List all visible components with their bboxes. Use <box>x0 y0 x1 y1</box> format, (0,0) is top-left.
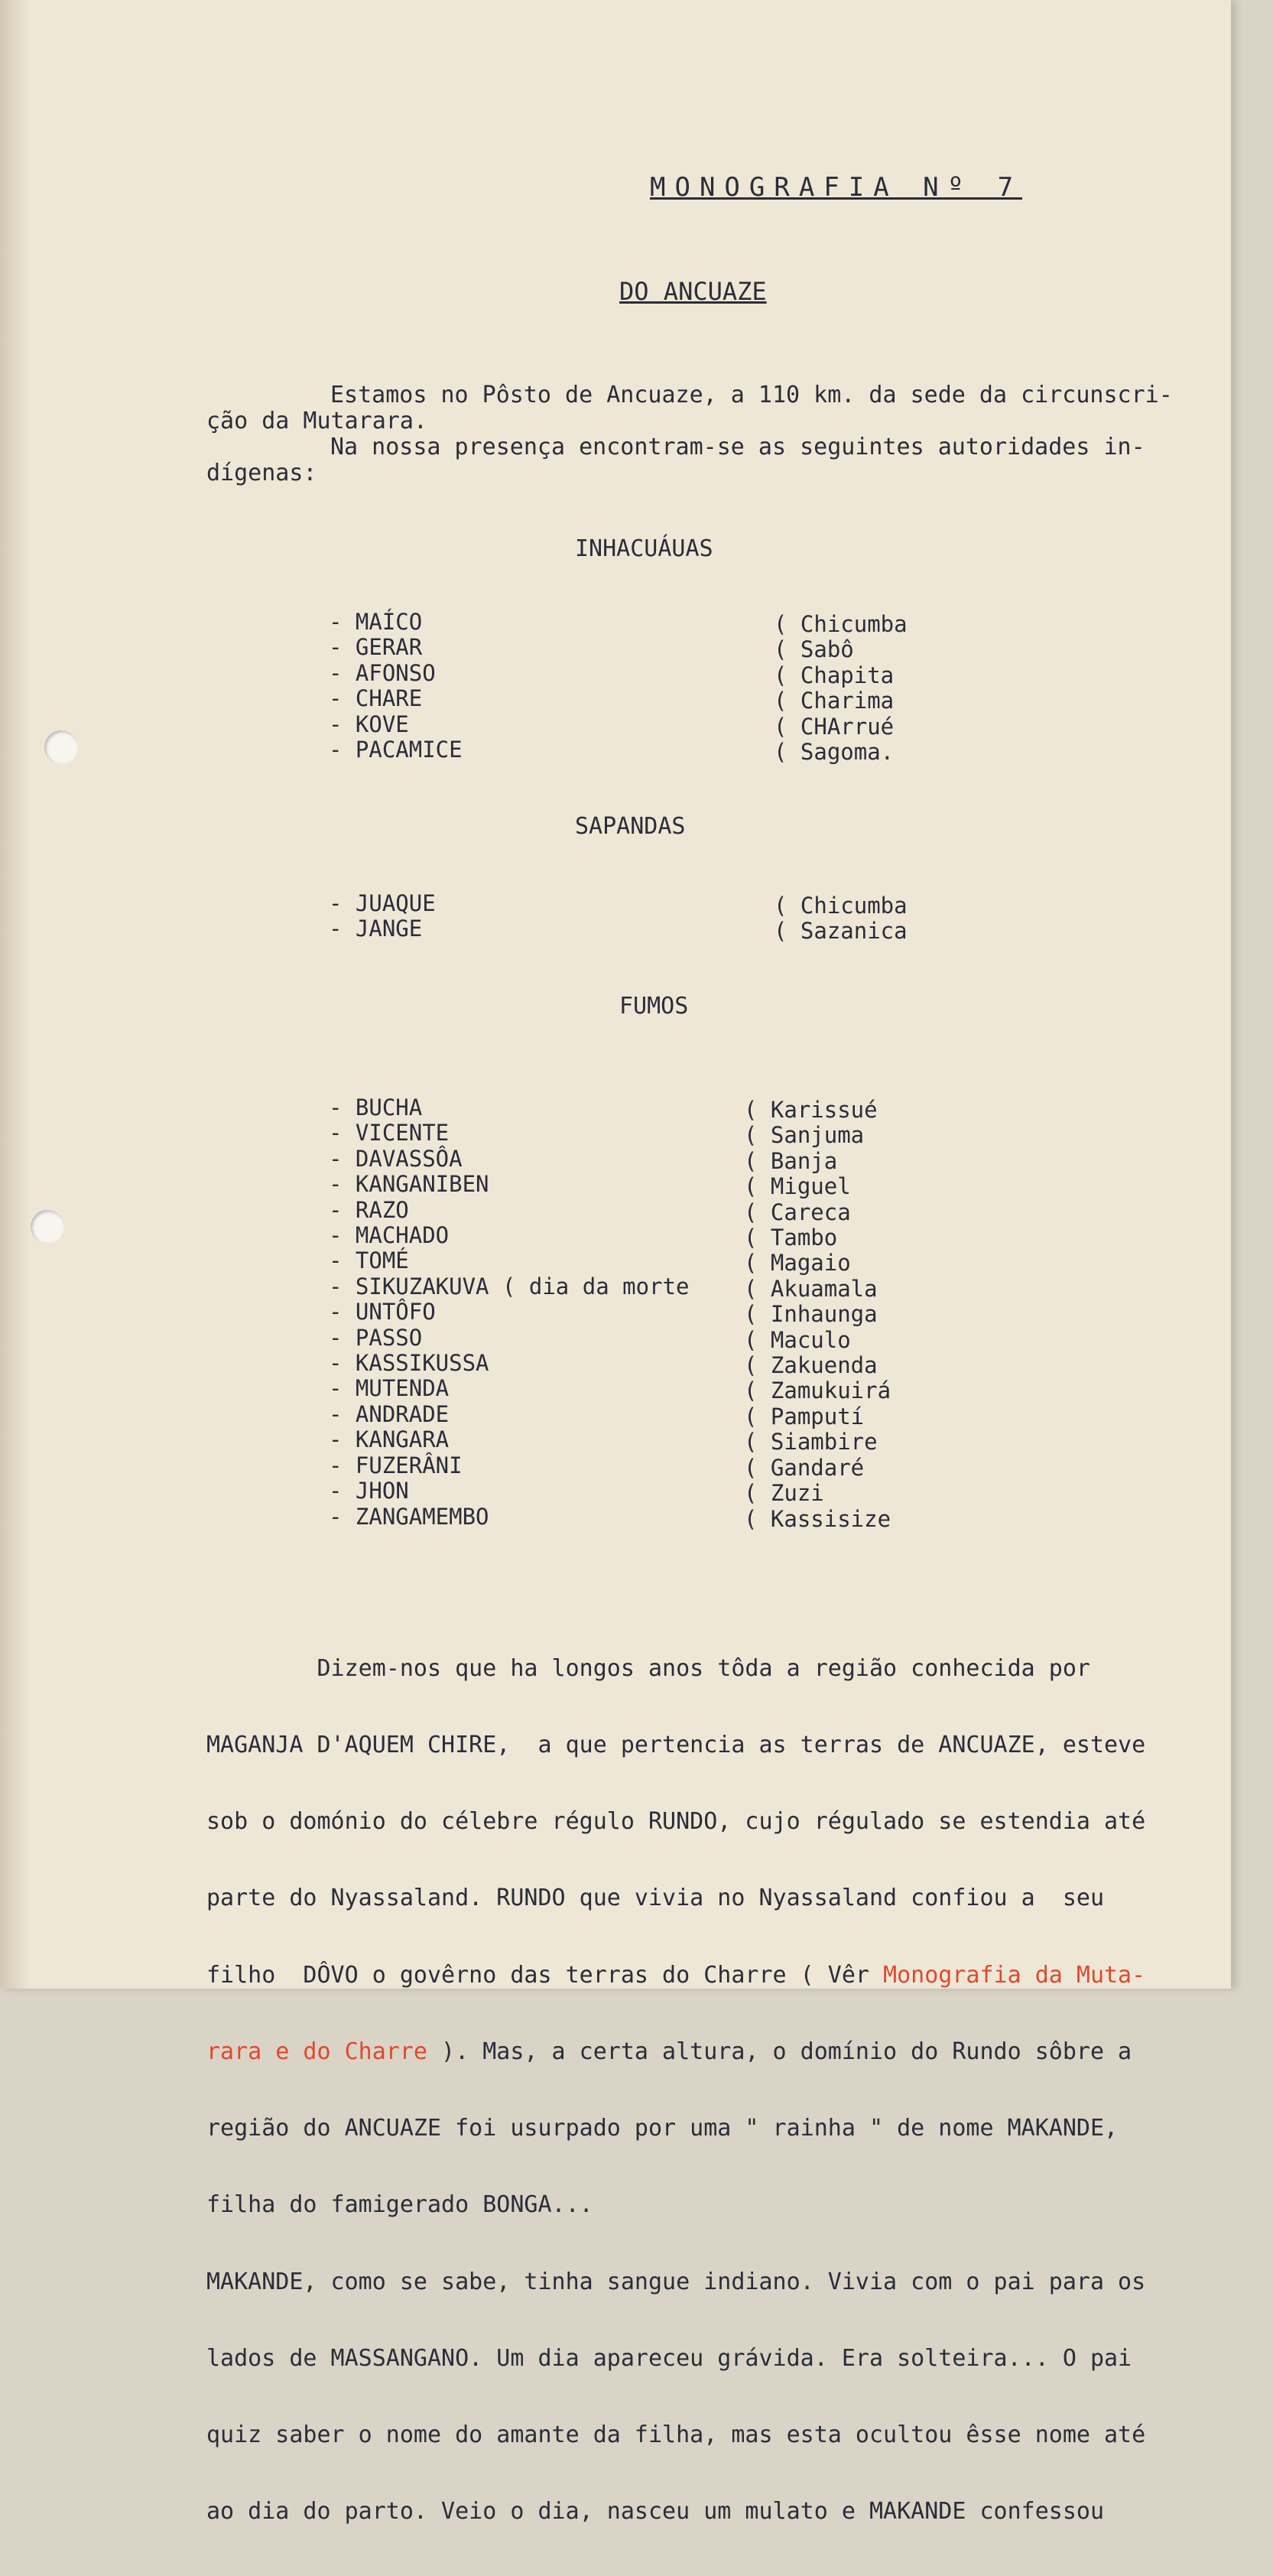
body-line: parte do Nyassaland. RUNDO que vivia no Nyassaland confiou a seu <box>206 1885 1104 1912</box>
fumos-names: - BUCHA - VICENTE - DAVASSÔA - KANGANIBEN - RAZO - MACHADO - TOMÉ - SIKUZAKUVA ( dia da morte - UNTÔFO - PASSO - KASSIKUSSA - MUTENDA - ANDRADE - KANGARA - FUZERÂNI - JHON - ZANGAMEMBO <box>329 1094 690 1530</box>
body-line: MAGANJA D'AQUEM CHIRE, a que pertencia as terras de ANCUAZE, esteve <box>206 1732 1146 1759</box>
section-heading-inhacuauas: INHACUÁUAS <box>575 535 713 562</box>
body-line: região do ANCUAZE foi usurpado por uma " rainha " de nome MAKANDE, <box>206 2115 1119 2142</box>
punch-hole-top <box>44 730 78 764</box>
body-text-span: ). Mas, a certa altura, o domínio do Rundo sôbre a <box>427 2038 1132 2065</box>
intro-line-3: Na nossa presença encontram-se as seguintes autoridades in- <box>330 434 1145 460</box>
fumos-places: ( Karissué ( Sanjuma ( Banja ( Miguel ( Careca ( Tambo ( Magaio ( Akuamala ( Inhaunga ( Maculo ( Zakuenda ( Zamukuirá ( Pamputí ( Siambire ( Gandaré ( Zuzi ( Kassisize <box>744 1097 891 1532</box>
document-title: MONOGRAFIA Nº 7 <box>650 172 1023 203</box>
body-line <box>206 2039 1231 2064</box>
inhacuauas-places: ( Chicumba ( Sabô ( Chapita ( Charima ( CHArrué ( Sagoma. <box>774 611 908 766</box>
paper-edge-shadow <box>0 0 31 1989</box>
section-heading-sapandas: SAPANDAS <box>575 813 686 840</box>
body-line: Dizem-nos que ha longos anos tôda a região conhecida por <box>206 1654 1090 1682</box>
sapandas-places: ( Chicumba ( Sazanica <box>774 893 908 945</box>
body-line: ao dia do parto. Veio o dia, nasceu um mulato e MAKANDE confessou <box>206 2498 1104 2526</box>
body-line: lados de MASSANGANO. Um dia apareceu grávida. Era solteira... O pai <box>206 2344 1132 2372</box>
intro-line-4: dígenas: <box>206 460 317 486</box>
body-line: MAKANDE, como se sabe, tinha sangue indiano. Vivia com o pai para os <box>206 2268 1146 2295</box>
inhacuauas-names: - MAÍCO - GERAR - AFONSO - CHARE - KOVE - PACAMICE <box>329 609 463 763</box>
punch-hole-bottom <box>31 1210 64 1244</box>
intro-line-2: ção da Mutarara. <box>206 408 427 434</box>
body-line <box>206 1963 1231 1988</box>
intro-line-1: Estamos no Pôsto de Ancuaze, a 110 km. da sede da circunscri- <box>330 382 1173 408</box>
body-text <box>206 1605 1231 2575</box>
body-text-span: filho DÔVO o govêrno das terras do Charre ( Vêr <box>206 1961 884 1989</box>
body-line: sob o domónio do célebre régulo RUNDO, cujo régulado se estendia até <box>206 1808 1146 1836</box>
handwritten-annotation: Monografia da Muta- <box>883 1961 1146 1989</box>
handwritten-annotation: rara e do Charre <box>206 2038 427 2065</box>
section-heading-fumos: FUMOS <box>619 993 689 1020</box>
document-subtitle: DO ANCUAZE <box>619 277 767 306</box>
body-line: filha do famigerado BONGA... <box>206 2191 593 2219</box>
body-line: quiz saber o nome do amante da filha, mas esta ocultou êsse nome até <box>206 2422 1146 2448</box>
sapandas-names: - JUAQUE - JANGE <box>329 890 436 942</box>
